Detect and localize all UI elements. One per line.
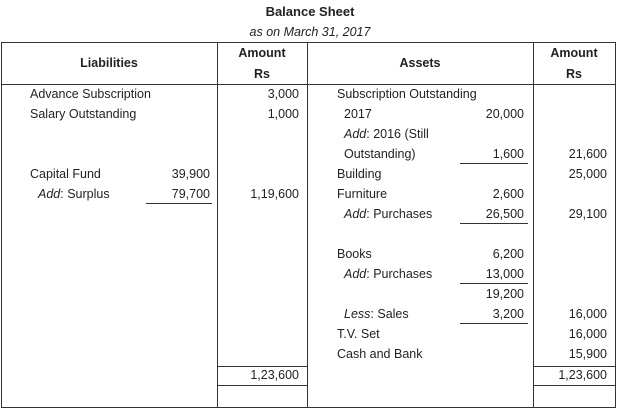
tv-set-label: T.V. Set xyxy=(337,327,380,341)
surplus-underline xyxy=(146,203,212,204)
table-top-border xyxy=(1,42,616,43)
liab-total-top-line xyxy=(217,366,308,367)
furniture-purchases-label: Add: Purchases xyxy=(344,207,433,221)
sheet-subtitle: as on March 31, 2017 xyxy=(249,25,371,39)
books-sales-label: Less: Sales xyxy=(344,307,409,321)
advance-subscription-label: Advance Subscription xyxy=(30,87,151,101)
furniture-underline xyxy=(460,223,528,224)
asset-total-bottom-line xyxy=(533,385,616,386)
right-border xyxy=(615,42,616,408)
subscription-outstanding-amount: 21,600 xyxy=(568,147,607,161)
books-purchases-label: Add: Purchases xyxy=(344,267,433,281)
capital-fund-inner: 39,900 xyxy=(171,167,210,181)
left-border xyxy=(1,42,2,408)
assets-total: 1,23,600 xyxy=(558,368,607,382)
liabilities-header: Liabilities xyxy=(80,56,138,70)
books-purchases-inner: 13,000 xyxy=(485,267,524,281)
add-2016-label: Add: 2016 (Still xyxy=(344,127,429,141)
furniture-inner: 2,600 xyxy=(492,187,524,201)
furniture-label: Furniture xyxy=(337,187,388,201)
books-inner: 6,200 xyxy=(492,247,524,261)
subscription-outstanding-label: Subscription Outstanding xyxy=(337,87,477,101)
books-subtotal: 19,200 xyxy=(485,287,524,301)
liabilities-total: 1,23,600 xyxy=(250,368,299,382)
cash-bank-amount: 15,900 xyxy=(568,347,607,361)
header-bottom-border xyxy=(1,84,616,85)
asset-rs-header: Rs xyxy=(566,67,582,81)
building-label: Building xyxy=(337,167,382,181)
surplus-inner: 79,700 xyxy=(171,187,210,201)
liab-rs-header: Rs xyxy=(254,67,270,81)
liab-total-bottom-line xyxy=(217,385,308,386)
cash-bank-label: Cash and Bank xyxy=(337,347,423,361)
assets-left-border xyxy=(307,42,308,408)
furniture-amount: 29,100 xyxy=(568,207,607,221)
salary-outstanding-amount: 1,000 xyxy=(267,107,299,121)
furniture-purchases-inner: 26,500 xyxy=(485,207,524,221)
sheet-title: Balance Sheet xyxy=(265,4,355,19)
outstanding-label: Outstanding) xyxy=(344,147,416,161)
asset-amount-header: Amount xyxy=(550,46,598,60)
books-label: Books xyxy=(337,247,372,261)
surplus-label: Add: Surplus xyxy=(38,187,110,201)
outstanding-underline xyxy=(460,163,528,164)
capital-fund-label: Capital Fund xyxy=(30,167,101,181)
books-sales-underline xyxy=(460,323,528,324)
building-amount: 25,000 xyxy=(568,167,607,181)
tv-set-amount: 16,000 xyxy=(568,327,607,341)
year-2017-label: 2017 xyxy=(344,107,372,121)
outstanding-inner: 1,600 xyxy=(492,147,524,161)
books-purchases-underline xyxy=(460,283,528,284)
books-sales-inner: 3,200 xyxy=(492,307,524,321)
books-amount: 16,000 xyxy=(568,307,607,321)
liab-amount-header: Amount xyxy=(238,46,286,60)
capital-fund-amount: 1,19,600 xyxy=(250,187,299,201)
assets-header: Assets xyxy=(399,56,441,70)
year-2017-inner: 20,000 xyxy=(485,107,524,121)
salary-outstanding-label: Salary Outstanding xyxy=(30,107,137,121)
table-bottom-border xyxy=(1,407,616,408)
asset-total-top-line xyxy=(533,366,616,367)
advance-subscription-amount: 3,000 xyxy=(267,87,299,101)
